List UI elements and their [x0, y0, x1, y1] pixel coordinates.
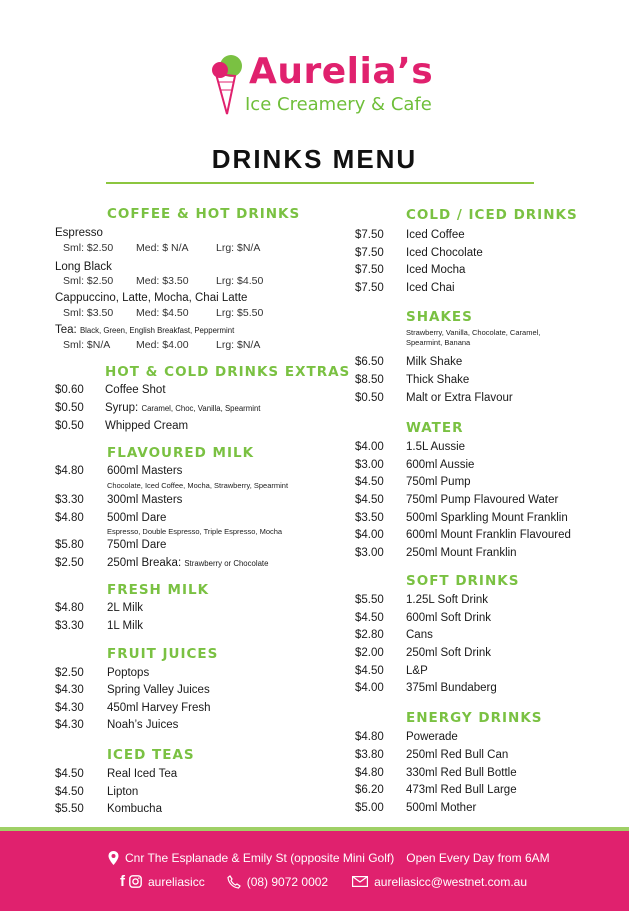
- item-name: Malt or Extra Flavour: [406, 392, 513, 404]
- ice-cream-cone-icon: [205, 52, 249, 118]
- item-price: $4.50: [55, 768, 84, 780]
- address-text: Cnr The Esplanade & Emily St (opposite Mini Golf): [125, 851, 395, 865]
- item-name: Iced Coffee: [406, 229, 465, 241]
- item-name: 1.25L Soft Drink: [406, 594, 489, 606]
- item-name: 500ml Mother: [406, 802, 477, 814]
- facebook-icon[interactable]: f: [120, 873, 125, 890]
- item-name: 250ml Red Bull Can: [406, 749, 509, 761]
- flavoured-milk-heading: FLAVOURED MILK: [107, 445, 255, 461]
- brand-subtitle: Ice Creamery & Cafe: [245, 94, 432, 115]
- medium-price: Med: $3.50: [136, 275, 189, 287]
- medium-price: Med: $4.50: [136, 307, 189, 319]
- item-price: $8.50: [355, 374, 384, 386]
- phone-number[interactable]: (08) 9072 0002: [246, 874, 329, 889]
- item-note: Caramel, Choc, Vanilla, Spearmint: [141, 404, 261, 413]
- fresh-milk-heading: FRESH MILK: [107, 582, 210, 598]
- item-price: $2.50: [55, 667, 84, 679]
- item-name: Iced Chocolate: [406, 247, 483, 259]
- large-price: Lrg: $N/A: [216, 242, 261, 254]
- extras-heading: HOT & COLD DRINKS EXTRAS: [105, 364, 351, 380]
- medium-price: Med: $4.00: [136, 339, 189, 351]
- item-name: 250ml Mount Franklin: [406, 547, 517, 559]
- item-price: $7.50: [355, 282, 384, 294]
- item-price: $3.80: [355, 749, 384, 761]
- item-name: Poptops: [107, 667, 150, 679]
- item-price: $0.50: [55, 420, 84, 432]
- large-price: Lrg: $N/A: [216, 339, 261, 351]
- item-price: $5.00: [355, 802, 384, 814]
- item-price: $4.80: [55, 512, 84, 524]
- medium-price: Med: $ N/A: [136, 242, 189, 254]
- item-name: Cappuccino, Latte, Mocha, Chai Latte: [55, 292, 248, 304]
- item-price: $3.00: [355, 547, 384, 559]
- item-name: 750ml Pump Flavoured Water: [406, 494, 559, 506]
- item-price: $4.80: [355, 767, 384, 779]
- small-price: Sml: $2.50: [63, 275, 114, 287]
- item-name: 500ml Dare: [107, 512, 167, 524]
- item-name: 250ml Breaka:: [107, 557, 182, 569]
- item-price: $4.30: [55, 719, 84, 731]
- brand-logo: [205, 50, 440, 122]
- instagram-icon[interactable]: [129, 875, 142, 888]
- item-name: Spring Valley Juices: [107, 684, 210, 696]
- social-handle[interactable]: aureliasicc: [148, 874, 205, 889]
- fruit-juices-heading: FRUIT JUICES: [107, 646, 219, 662]
- item-price: $2.80: [355, 629, 384, 641]
- item-price: $0.60: [55, 384, 84, 396]
- item-price: $4.50: [355, 665, 384, 677]
- item-name: Coffee Shot: [105, 384, 166, 396]
- item-name: 2L Milk: [107, 602, 143, 614]
- item-name: 750ml Dare: [107, 539, 167, 551]
- masters-flavours: Chocolate, Iced Coffee, Mocha, Strawberry, Spearmint: [107, 481, 289, 490]
- email-icon: [352, 876, 368, 887]
- shakes-heading: SHAKES: [406, 309, 473, 325]
- item-name: 450ml Harvey Fresh: [107, 702, 211, 714]
- item-price: $4.50: [355, 612, 384, 624]
- item-price: $4.80: [55, 602, 84, 614]
- item-name: Real Iced Tea: [107, 768, 178, 780]
- item-name: 600ml Soft Drink: [406, 612, 492, 624]
- item-name: 1L Milk: [107, 620, 143, 632]
- item-price: $4.50: [355, 476, 384, 488]
- footer-contact-line: [120, 873, 527, 890]
- item-price: $4.50: [355, 494, 384, 506]
- item-note: Black, Green, English Breakfast, Peppermint: [79, 326, 235, 335]
- item-price: $4.50: [55, 786, 84, 798]
- item-price: $0.50: [355, 392, 384, 404]
- item-note: Strawberry or Chocolate: [184, 559, 269, 568]
- item-name: Espresso: [55, 227, 103, 239]
- item-price: $4.80: [355, 731, 384, 743]
- item-price: $3.30: [55, 494, 84, 506]
- item-price: $5.50: [55, 803, 84, 815]
- large-price: Lrg: $4.50: [216, 275, 264, 287]
- item-name: 330ml Red Bull Bottle: [406, 767, 517, 779]
- item-name: Lipton: [107, 786, 139, 798]
- item-name: Thick Shake: [406, 374, 470, 386]
- item-name: 600ml Mount Franklin Flavoured: [406, 529, 571, 541]
- item-price: $0.50: [55, 402, 84, 414]
- item-price: $7.50: [355, 229, 384, 241]
- item-name: 600ml Masters: [107, 465, 183, 477]
- item-price: $4.30: [55, 684, 84, 696]
- item-price: $4.00: [355, 682, 384, 694]
- item-price: $3.00: [355, 459, 384, 471]
- location-pin-icon: [108, 851, 119, 865]
- item-name: 750ml Pump: [406, 476, 471, 488]
- phone-icon: [227, 875, 241, 889]
- item-name: Iced Chai: [406, 282, 455, 294]
- brand-name: Aurelia’s: [249, 51, 434, 92]
- item-price: $5.50: [355, 594, 384, 606]
- item-name: Noah’s Juices: [107, 719, 179, 731]
- item-name: Kombucha: [107, 803, 162, 815]
- title-divider: [106, 182, 534, 184]
- item-name: 250ml Soft Drink: [406, 647, 492, 659]
- item-price: $4.00: [355, 441, 384, 453]
- footer-address-line: [108, 851, 550, 865]
- item-name: Milk Shake: [406, 356, 463, 368]
- item-name: 300ml Masters: [107, 494, 183, 506]
- opening-hours: Open Every Day from 6AM: [406, 851, 550, 865]
- item-name: Long Black: [55, 261, 112, 273]
- iced-teas-heading: ICED TEAS: [107, 747, 195, 763]
- item-price: $6.50: [355, 356, 384, 368]
- item-price: $6.20: [355, 784, 384, 796]
- shakes-flavours: Strawberry, Vanilla, Chocolate, Caramel, Spearmint, Banana: [406, 328, 541, 347]
- item-name: 375ml Bundaberg: [406, 682, 497, 694]
- item-price: $7.50: [355, 264, 384, 276]
- item-price: $4.80: [55, 465, 84, 477]
- item-name: Powerade: [406, 731, 458, 743]
- item-name: 473ml Red Bull Large: [406, 784, 517, 796]
- water-heading: WATER: [406, 420, 464, 436]
- item-name: 1.5L Aussie: [406, 441, 466, 453]
- item-price: $4.00: [355, 529, 384, 541]
- page-title: DRINKS MENU: [211, 144, 418, 174]
- energy-drinks-heading: ENERGY DRINKS: [406, 710, 543, 726]
- item-name: 600ml Aussie: [406, 459, 475, 471]
- small-price: Sml: $2.50: [63, 242, 114, 254]
- item-name: Iced Mocha: [406, 264, 466, 276]
- item-name: Cans: [406, 629, 433, 641]
- item-price: $2.50: [55, 557, 84, 569]
- large-price: Lrg: $5.50: [216, 307, 264, 319]
- item-name: Tea:: [55, 324, 77, 336]
- item-name: L&P: [406, 665, 428, 677]
- item-price: $5.80: [55, 539, 84, 551]
- footer-bar: [0, 827, 629, 911]
- item-name: Syrup:: [105, 402, 139, 414]
- email-address[interactable]: aureliasicc@westnet.com.au: [374, 874, 528, 889]
- coffee-heading: COFFEE & HOT DRINKS: [107, 206, 301, 222]
- small-price: Sml: $3.50: [63, 307, 114, 319]
- item-price: $4.30: [55, 702, 84, 714]
- item-price: $3.30: [55, 620, 84, 632]
- item-name: Whipped Cream: [105, 420, 189, 432]
- item-price: $7.50: [355, 247, 384, 259]
- item-name: 500ml Sparkling Mount Franklin: [406, 512, 568, 524]
- small-price: Sml: $N/A: [63, 339, 111, 351]
- item-price: $3.50: [355, 512, 384, 524]
- dare-flavours: Espresso, Double Espresso, Triple Espresso, Mocha: [107, 527, 283, 536]
- soft-drinks-heading: SOFT DRINKS: [406, 573, 520, 589]
- cold-drinks-heading: COLD / ICED DRINKS: [406, 207, 578, 223]
- item-price: $2.00: [355, 647, 384, 659]
